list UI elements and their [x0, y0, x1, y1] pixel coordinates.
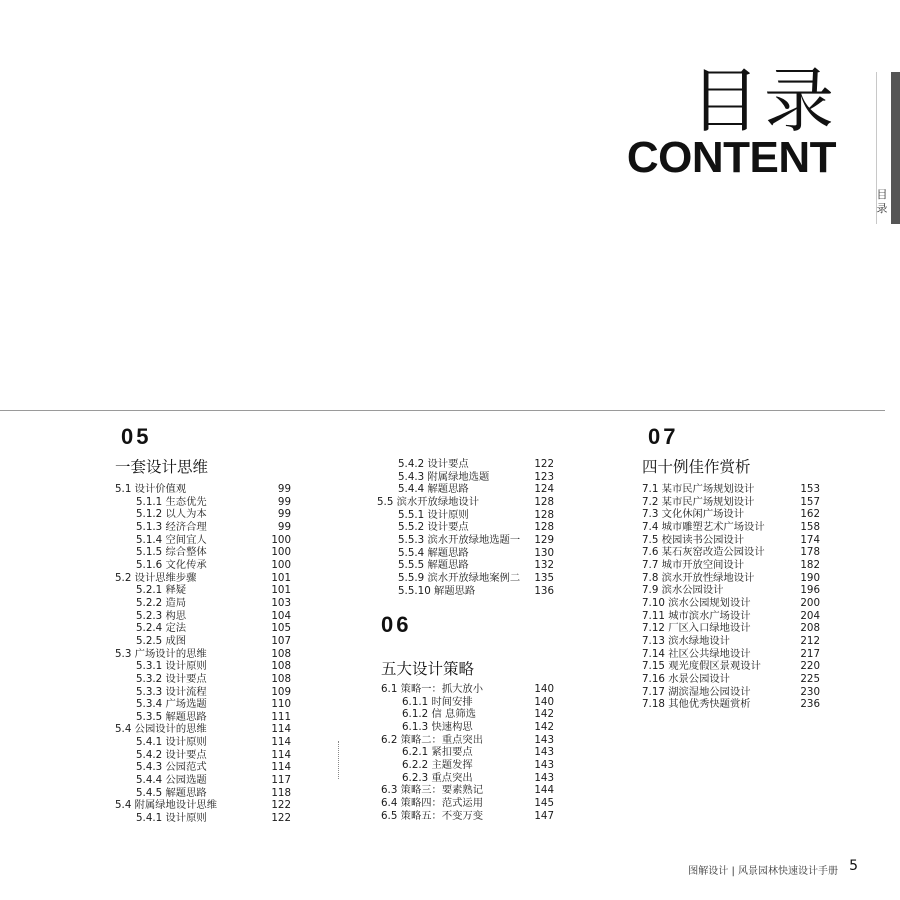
toc-entry-title: 5.4 公园设计的思维 [115, 723, 207, 736]
toc-entry-title: 5.1.2 以人为本 [136, 508, 207, 521]
toc-entry [642, 584, 820, 597]
toc-entry [115, 736, 291, 749]
toc-entry [115, 711, 291, 724]
toc-entry-page: 99 [277, 495, 291, 508]
toc-entry-title: 7.7 城市开放空间设计 [642, 558, 745, 571]
footer-page-number: 5 [849, 858, 858, 874]
toc-entry-page: 174 [800, 533, 820, 546]
toc-entry-page: 130 [534, 546, 554, 559]
toc-entry-title: 5.1 设计价值观 [115, 483, 187, 495]
toc-entry-page: 157 [800, 495, 820, 508]
toc-entry [381, 683, 554, 696]
toc-list [115, 483, 291, 825]
toc-entry [115, 648, 291, 661]
toc-entry-title: 7.10 滨水公园规划设计 [642, 596, 751, 609]
side-tab-label: 目录 [876, 188, 888, 215]
toc-entry-title: 6.1 策略一：抓大放小 [381, 683, 484, 695]
toc-entry [115, 799, 291, 812]
toc-entry-title: 5.4 附属绿地设计思维 [115, 799, 218, 812]
toc-entry [377, 471, 554, 484]
toc-entry [642, 660, 820, 673]
toc-entry [115, 597, 291, 610]
toc-entry-page: 217 [800, 647, 820, 660]
toc-entry-page: 182 [800, 558, 820, 571]
toc-list [642, 483, 820, 711]
toc-entry-title: 5.2.4 定法 [136, 622, 187, 635]
toc-entry-page: 122 [534, 458, 554, 470]
toc-entry [642, 508, 820, 521]
toc-column-06 [381, 612, 554, 822]
toc-entry-page: 110 [271, 698, 291, 711]
toc-entry-page: 108 [271, 660, 291, 673]
toc-entry [115, 508, 291, 521]
toc-entry-title: 7.2 某市民广场规划设计 [642, 495, 755, 508]
toc-entry-page: 143 [534, 758, 554, 771]
toc-entry-page: 142 [534, 720, 554, 733]
toc-entry [115, 723, 291, 736]
toc-entry-title: 5.2.3 构思 [136, 609, 187, 622]
toc-entry-page: 225 [800, 672, 820, 685]
toc-entry-page: 143 [534, 733, 554, 746]
toc-entry [115, 698, 291, 711]
toc-entry [377, 521, 554, 534]
toc-entry-page: 99 [277, 520, 291, 533]
toc-entry-title: 5.5.3 滨水开放绿地选题一 [398, 533, 521, 546]
toc-entry-page: 128 [534, 495, 554, 508]
toc-entry-page: 117 [271, 774, 291, 787]
page-title-cn: 目录 [690, 60, 838, 142]
toc-entry-page: 111 [271, 710, 291, 723]
toc-entry-page: 145 [534, 796, 554, 809]
toc-entry-page: 147 [534, 809, 554, 822]
toc-entry-page: 144 [534, 784, 554, 797]
toc-entry-title: 5.3.2 设计要点 [136, 672, 207, 685]
toc-entry-title: 5.5.9 滨水开放绿地案例二 [398, 571, 521, 584]
toc-entry [377, 534, 554, 547]
toc-entry-page: 132 [534, 559, 554, 572]
toc-entry [115, 787, 291, 800]
toc-entry-title: 5.1.1 生态优先 [136, 495, 207, 508]
toc-entry [377, 572, 554, 585]
toc-entry-page: 200 [800, 596, 820, 609]
toc-entry-page: 204 [800, 609, 820, 622]
toc-entry [642, 572, 820, 585]
toc-entry-title: 5.1.6 文化传承 [136, 558, 207, 571]
toc-entry-page: 143 [534, 746, 554, 759]
section-number: 06 [381, 612, 412, 637]
toc-entry-title: 7.18 其他优秀快题赏析 [642, 698, 751, 711]
toc-entry-page: 108 [271, 647, 291, 660]
toc-entry [642, 686, 820, 699]
toc-entry-page: 212 [800, 634, 820, 647]
toc-entry-title: 7.8 滨水开放性绿地设计 [642, 571, 755, 584]
toc-entry-title: 6.1.3 快速构思 [402, 720, 473, 733]
toc-entry-title: 7.15 观光度假区景观设计 [642, 660, 761, 673]
toc-entry-page: 104 [271, 609, 291, 622]
toc-entry [381, 797, 554, 810]
toc-entry-title: 6.4 策略四：范式运用 [381, 796, 484, 809]
toc-entry-page: 122 [271, 799, 291, 812]
toc-entry-title: 7.16 水景公园设计 [642, 672, 730, 685]
toc-entry-title: 5.4.3 公园范式 [136, 761, 207, 774]
section-number: 05 [121, 424, 152, 449]
toc-entry-page: 100 [271, 533, 291, 546]
toc-entry-page: 128 [534, 508, 554, 521]
toc-entry-title: 5.4.4 解题思路 [398, 483, 469, 496]
toc-entry [377, 458, 554, 471]
toc-entry [642, 635, 820, 648]
toc-entry-page: 158 [800, 520, 820, 533]
toc-entry-title: 6.5 策略五：不变万变 [381, 809, 484, 822]
toc-entry [642, 648, 820, 661]
toc-entry [115, 635, 291, 648]
toc-entry [115, 496, 291, 509]
toc-entry [115, 812, 291, 825]
toc-entry-page: 128 [534, 521, 554, 534]
toc-entry-page: 208 [800, 622, 820, 635]
toc-entry-title: 7.6 某石灰窑改造公园设计 [642, 546, 765, 559]
toc-entry-page: 178 [800, 546, 820, 559]
toc-entry-page: 114 [271, 761, 291, 774]
toc-entry-title: 6.2.3 重点突出 [402, 771, 473, 784]
toc-entry-page: 109 [271, 685, 291, 698]
toc-entry-page: 123 [534, 470, 554, 483]
section-number: 07 [648, 424, 679, 449]
side-tab-bar [891, 72, 900, 224]
toc-entry-page: 135 [534, 571, 554, 584]
toc-entry-page: 124 [534, 483, 554, 496]
toc-entry-title: 6.1.1 时间安排 [402, 695, 473, 708]
toc-entry [381, 746, 554, 759]
toc-entry-title: 6.2.2 主题发挥 [402, 758, 473, 771]
toc-entry [115, 686, 291, 699]
toc-entry [642, 521, 820, 534]
toc-entry-page: 103 [271, 596, 291, 609]
toc-entry [115, 584, 291, 597]
toc-entry [381, 810, 554, 823]
toc-entry-title: 5.1.4 空间宜人 [136, 533, 207, 546]
toc-entry [115, 761, 291, 774]
toc-entry [381, 784, 554, 797]
toc-entry-page: 101 [271, 584, 291, 597]
section-title: 五大设计策略 [381, 660, 475, 678]
toc-entry [642, 698, 820, 711]
toc-list [381, 683, 554, 822]
toc-entry [642, 559, 820, 572]
toc-entry-page: 153 [800, 483, 820, 495]
toc-entry-page: 107 [271, 634, 291, 647]
toc-entry-title: 7.5 校园读书公园设计 [642, 533, 745, 546]
toc-entry-page: 143 [534, 771, 554, 784]
toc-entry-page: 129 [534, 533, 554, 546]
toc-entry [115, 673, 291, 686]
toc-entry-title: 5.3.4 广场选题 [136, 698, 207, 711]
section-title: 四十例佳作赏析 [642, 458, 751, 476]
toc-entry [377, 585, 554, 598]
toc-entry-page: 140 [534, 695, 554, 708]
toc-entry [115, 546, 291, 559]
toc-entry-title: 6.3 策略三：要素熟记 [381, 784, 484, 797]
toc-column-05-cont [377, 458, 554, 597]
toc-entry-title: 5.3 广场设计的思维 [115, 647, 207, 660]
toc-entry [642, 546, 820, 559]
toc-entry-title: 6.1.2 信 息筛选 [402, 708, 476, 721]
toc-entry-title: 5.4.1 设计原则 [136, 812, 207, 825]
toc-entry-title: 5.4.1 设计原则 [136, 736, 207, 749]
toc-entry [642, 597, 820, 610]
toc-entry-page: 136 [534, 584, 554, 597]
toc-entry [115, 521, 291, 534]
dotted-separator [338, 741, 340, 779]
toc-entry-page: 114 [271, 736, 291, 749]
footer-book-title: 图解设计 | 风景园林快速设计手册 [688, 866, 838, 877]
toc-entry-title: 7.17 湖滨湿地公园设计 [642, 685, 751, 698]
toc-entry-title: 5.5.1 设计原则 [398, 508, 469, 521]
toc-entry-title: 7.9 滨水公园设计 [642, 584, 724, 597]
toc-entry-page: 100 [271, 558, 291, 571]
toc-entry-page: 105 [271, 622, 291, 635]
divider-rule [0, 410, 885, 411]
toc-entry [642, 483, 820, 496]
toc-entry [642, 534, 820, 547]
toc-entry-title: 5.3.3 设计流程 [136, 685, 207, 698]
toc-entry [377, 483, 554, 496]
toc-entry-title: 5.1.5 综合整体 [136, 546, 207, 559]
toc-entry-title: 5.5.4 解题思路 [398, 546, 469, 559]
toc-entry-title: 5.3.5 解题思路 [136, 710, 207, 723]
toc-entry-title: 5.5.5 解题思路 [398, 559, 469, 572]
toc-entry-title: 5.2.5 成图 [136, 634, 187, 647]
toc-entry-title: 5.4.3 附属绿地选题 [398, 470, 490, 483]
toc-entry-title: 5.5.10 解题思路 [398, 584, 476, 597]
toc-column-07 [642, 424, 820, 711]
toc-list [377, 458, 554, 597]
toc-entry [381, 734, 554, 747]
toc-entry-title: 5.1.3 经济合理 [136, 520, 207, 533]
toc-entry-title: 7.13 滨水绿地设计 [642, 634, 730, 647]
toc-entry-page: 230 [800, 685, 820, 698]
toc-entry-page: 162 [800, 508, 820, 521]
toc-entry-title: 7.3 文化休闲广场设计 [642, 508, 745, 521]
toc-entry-title: 5.5 滨水开放绿地设计 [377, 495, 480, 508]
toc-entry [381, 708, 554, 721]
toc-entry [381, 696, 554, 709]
toc-entry-page: 114 [271, 748, 291, 761]
toc-entry [642, 496, 820, 509]
toc-entry [115, 622, 291, 635]
toc-entry-title: 5.4.4 公园选题 [136, 774, 207, 787]
toc-entry [115, 559, 291, 572]
toc-entry [115, 534, 291, 547]
toc-entry [115, 749, 291, 762]
toc-entry-title: 7.11 城市滨水广场设计 [642, 609, 751, 622]
toc-entry-page: 101 [271, 571, 291, 584]
toc-entry-page: 140 [534, 683, 554, 695]
toc-entry [642, 622, 820, 635]
toc-entry-page: 99 [277, 508, 291, 521]
toc-entry [377, 509, 554, 522]
toc-entry-title: 5.4.5 解题思路 [136, 786, 207, 799]
toc-entry-page: 236 [800, 698, 820, 711]
toc-column-05 [115, 424, 291, 825]
toc-entry-title: 5.3.1 设计原则 [136, 660, 207, 673]
toc-entry-title: 6.2.1 紧扣要点 [402, 746, 473, 759]
toc-entry-title: 5.4.2 设计要点 [398, 458, 469, 470]
section-title: 一套设计思维 [115, 458, 209, 476]
toc-entry-title: 5.2 设计思维步骤 [115, 571, 197, 584]
toc-entry-page: 122 [271, 812, 291, 825]
toc-entry-page: 196 [800, 584, 820, 597]
toc-entry-page: 220 [800, 660, 820, 673]
toc-entry [642, 673, 820, 686]
toc-entry-title: 6.2 策略二：重点突出 [381, 733, 484, 746]
toc-entry-title: 5.2.1 释疑 [136, 584, 187, 597]
toc-entry-title: 5.4.2 设计要点 [136, 748, 207, 761]
toc-entry-page: 99 [277, 483, 291, 495]
toc-entry-page: 190 [800, 571, 820, 584]
toc-entry [377, 547, 554, 560]
toc-entry-page: 142 [534, 708, 554, 721]
toc-entry-title: 7.14 社区公共绿地设计 [642, 647, 751, 660]
toc-entry-title: 5.5.2 设计要点 [398, 521, 469, 534]
toc-entry [115, 660, 291, 673]
toc-entry [377, 496, 554, 509]
toc-entry [381, 772, 554, 785]
toc-entry [377, 559, 554, 572]
toc-entry-title: 7.4 城市雕塑艺术广场设计 [642, 520, 765, 533]
toc-entry-page: 114 [271, 723, 291, 736]
toc-entry [115, 572, 291, 585]
toc-entry [115, 483, 291, 496]
toc-entry-page: 118 [271, 786, 291, 799]
toc-entry [115, 774, 291, 787]
toc-entry-title: 5.2.2 造局 [136, 596, 187, 609]
toc-entry-title: 7.12 厂区入口绿地设计 [642, 622, 751, 635]
toc-entry [115, 610, 291, 623]
toc-entry-title: 7.1 某市民广场规划设计 [642, 483, 755, 495]
toc-entry-page: 100 [271, 546, 291, 559]
page-title-en: CONTENT [626, 133, 836, 182]
toc-entry [381, 721, 554, 734]
toc-entry [381, 759, 554, 772]
toc-entry [642, 610, 820, 623]
toc-entry-page: 108 [271, 672, 291, 685]
